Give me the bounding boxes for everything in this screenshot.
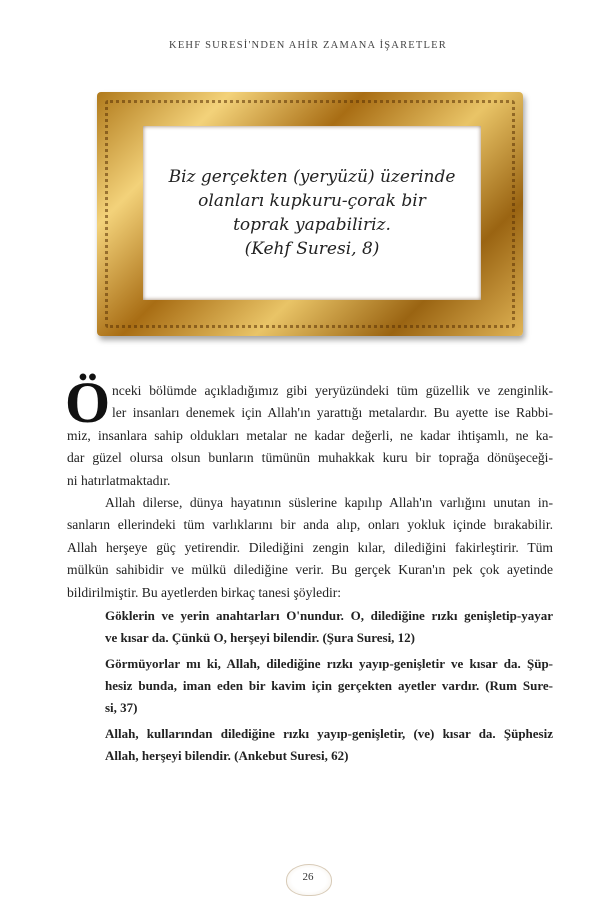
quote-line: Allah, kullarından dilediğine rızkı yayıp-genişletir, (ve) kısar da. Şüphesiz [105, 725, 553, 741]
text-line: Allah dilerse, dünya hayatının süslerine kapılıp Allah'ın varlığını unutan in- [105, 494, 553, 510]
quote-line: si, 37) [105, 699, 138, 715]
text-line: mülkün sahibidir ve mülkü dilediğine verir. Bu gerçek Kuran'ın pek çok ayetinde [67, 562, 553, 578]
quote-line: Göklerin ve yerin anahtarları O'nundur. O, dilediğine rızkı genişletip-yayar [105, 607, 553, 623]
quote-line: ve kısar da. Çünkü O, herşeyi bilendir. (Şura Suresi, 12) [105, 629, 416, 645]
text-line: ni hatırlatmaktadır. [67, 472, 171, 488]
framed-verse [143, 126, 481, 300]
verse-line: Biz gerçekten (yeryüzü) üzerinde [168, 167, 456, 187]
verse-line: olanları kupkuru-çorak bir [198, 191, 426, 211]
quote-block [67, 605, 553, 649]
paragraph-2 [67, 492, 553, 604]
quote-block [67, 653, 553, 719]
page-number: 26 [302, 871, 314, 883]
body-text [65, 370, 553, 770]
verse-line: toprak yapabiliriz. [233, 215, 391, 235]
quote-line: Allah, herşeyi bilendir. (Ankebut Suresi, 62) [105, 747, 349, 763]
text-line: nceki bölümde açıkladığımız gibi yeryüzündeki tüm güzellik ve zenginlik- [112, 383, 553, 398]
gold-picture-frame [97, 92, 523, 336]
quote-line: hesiz bunda, iman eden bir kavim için gerçekten ayetler vardır. (Rum Sure- [105, 677, 553, 693]
quote-line: Görmüyorlar mı ki, Allah, dilediğine rızkı yayıp-genişletir ve kısar da. Şüp- [105, 655, 553, 671]
running-header: KEHF SURESİ'NDEN AHİR ZAMANA İŞARETLER [169, 40, 447, 51]
text-line: ler insanları denemek için Allah'ın yarattığı metalardır. Bu ayette ise Rabbi- [112, 405, 553, 421]
verse-line: (Kehf Suresi, 8) [244, 239, 380, 259]
page-number-ornament [278, 860, 338, 900]
quotes [67, 605, 553, 770]
drop-cap: Ö [65, 370, 111, 435]
text-line: sanların ellerindeki tüm varlıklarını bir anda alıp, onları yokluk içinde bırakabilir. [67, 517, 553, 533]
text-line: miz, insanlara sahip oldukları metalar ne kadar değerli, ne kadar ihtişamlı, ne ka- [67, 427, 553, 443]
paragraph-1 [65, 370, 553, 492]
text-line: bildirilmiştir. Bu ayetlerden birkaç tanesi şöyledir: [67, 584, 342, 600]
text-line: Allah herşeye güç yetirendir. Dilediğini zengin kılar, dilediğini fakirleştirir. Tüm [67, 539, 553, 555]
quote-block [67, 723, 553, 767]
text-line: dar güzel olursa olsun bunların tümünün muhakkak kuru bir toprağa dönüşeceği- [67, 450, 553, 466]
